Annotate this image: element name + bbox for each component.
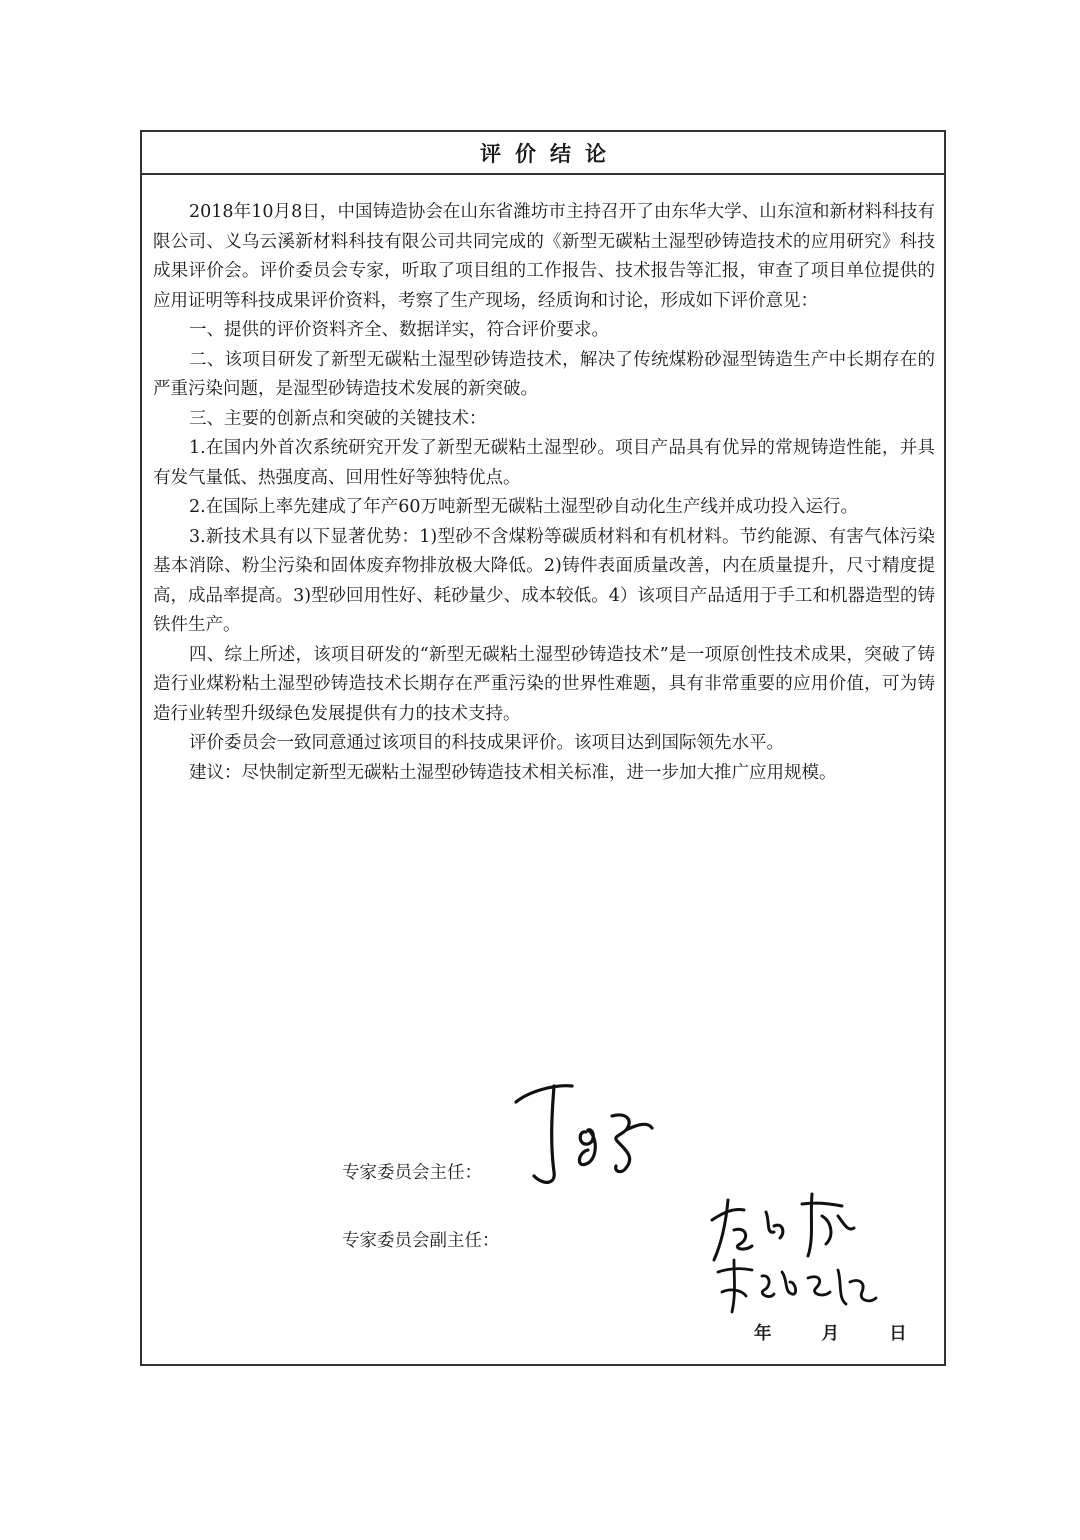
page-title: 评价结论 (480, 141, 620, 166)
vice-chair-signature-2 (712, 1252, 882, 1332)
paragraph-innovation-1: 1.在国内外首次系统研究开发了新型无碳粘土湿型砂。项目产品具有优异的常规铸造性能，并具有发气量低、热强度高、回用性好等独特优点。 (153, 438, 935, 488)
paragraph-opinion-2: 二、该项目研发了新型无碳粘土湿型砂铸造技术，解决了传统煤粉砂湿型铸造生产中长期存在的严重污染问题，是湿型砂铸造技术发展的新突破。 (153, 349, 935, 399)
paragraph-innovation-3: 3.新技术具有以下显著优势：1)型砂不含煤粉等碳质材料和有机材料。节约能源、有害气体污染基本消除、粉尘污染和固体废弃物排放极大降低。2)铸件表面质量改善，内在质量提升，尺寸精度提高，成品率提高。3)型砂回用性好、耗砂量少、成本较低。4）该项目产品适用于手工和机器造型的铸铁件生产。 (153, 526, 935, 635)
paragraph-intro: 2018年10月8日，中国铸造协会在山东省潍坊市主持召开了由东华大学、山东渲和新材料科技有限公司、义乌云溪新材料科技有限公司共同完成的《新型无碳粘土湿型砂铸造技术的应用研究》科技成果评价会。评价委员会专家，听取了项目组的工作报告、技术报告等汇报，审查了项目单位提供的应用证明等科技成果评价资料，考察了生产现场，经质询和讨论，形成如下评价意见： (153, 202, 935, 311)
evaluation-form-frame (140, 130, 946, 1366)
paragraph-suggestion: 建议：尽快制定新型无碳粘土湿型砂铸造技术相关标准，进一步加大推广应用规模。 (189, 762, 837, 783)
paragraph-opinion-1: 一、提供的评价资料齐全、数据详实，符合评价要求。 (189, 320, 609, 340)
paragraph-conclusion: 评价委员会一致同意通过该项目的科技成果评价。该项目达到国际领先水平。 (189, 733, 784, 753)
chair-signature (494, 1072, 664, 1202)
chair-label: 专家委员会主任： (342, 1163, 482, 1183)
paragraph-opinion-4: 四、综上所述，该项目研发的“新型无碳粘土湿型砂铸造技术”是一项原创性技术成果，突破了铸造行业煤粉粘土湿型砂铸造技术长期存在严重污染的世界性难题，具有非常重要的应用价值，可为铸造行业转型升级绿色发展提供有力的技术支持。 (153, 644, 935, 724)
date-month-label: 月 (821, 1324, 840, 1344)
header-row (142, 132, 944, 175)
date-year-label: 年 (754, 1324, 772, 1344)
vice-chair-label: 专家委员会副主任： (342, 1231, 500, 1251)
conclusion-body (153, 198, 935, 788)
paragraph-opinion-3: 三、主要的创新点和突破的关键技术： (189, 408, 487, 429)
date-day-label: 日 (889, 1324, 907, 1344)
paragraph-innovation-2: 2.在国际上率先建成了年产60万吨新型无碳粘土湿型砂自动化生产线并成功投入运行。 (189, 497, 858, 517)
vice-chair-signature-1 (704, 1182, 864, 1272)
date-line (754, 1320, 907, 1345)
